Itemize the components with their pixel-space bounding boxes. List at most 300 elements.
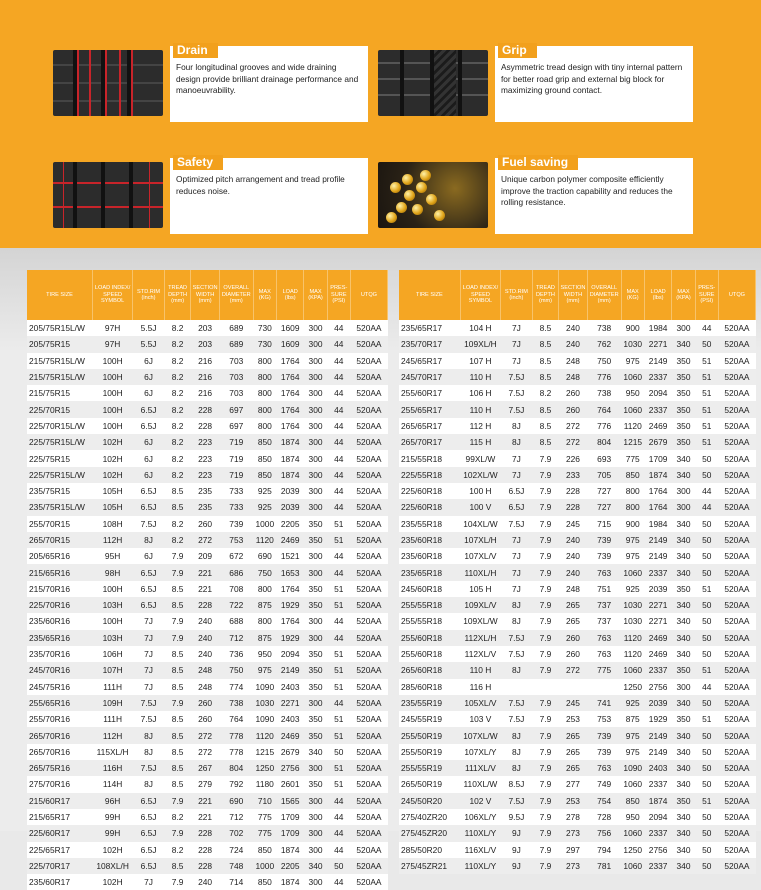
table-cell: 1609: [276, 320, 303, 336]
table-cell: 7.9: [532, 825, 558, 841]
table-cell: 520AA: [350, 858, 387, 874]
table-cell: 225/75R15L/W: [27, 434, 93, 450]
table-cell: 975: [253, 662, 276, 678]
table-cell: 2039: [644, 695, 672, 711]
table-cell: 764: [219, 711, 253, 727]
table-cell: 233: [559, 467, 588, 483]
table-cell: 520AA: [718, 630, 755, 646]
table-cell: 300: [304, 548, 327, 564]
table-row: [399, 581, 756, 597]
table-cell: 215/70R16: [27, 581, 93, 597]
table-cell: 265: [559, 727, 588, 743]
table-cell: 774: [219, 679, 253, 695]
header-row: [399, 270, 756, 320]
table-cell: 1060: [621, 401, 644, 417]
table-cell: 520AA: [718, 613, 755, 629]
table-cell: 102H: [93, 874, 133, 890]
table-cell: 1874: [644, 467, 672, 483]
table-cell: 340: [304, 858, 327, 874]
table-cell: 719: [219, 467, 253, 483]
table-cell: 1764: [276, 581, 303, 597]
table-cell: 50: [695, 646, 718, 662]
table-cell: 102H: [93, 434, 133, 450]
table-cell: 520AA: [350, 646, 387, 662]
table-cell: 279: [191, 776, 220, 792]
table-row: [27, 548, 388, 564]
table-cell: 260: [559, 401, 588, 417]
column-header: LOAD INDEX/ SPEED SYMBOL: [93, 270, 133, 320]
table-cell: 103H: [93, 630, 133, 646]
table-cell: 215/60R17: [27, 793, 93, 809]
table-cell: 804: [587, 434, 621, 450]
table-cell: 925: [621, 695, 644, 711]
table-cell: 7J: [133, 630, 165, 646]
table-cell: 273: [559, 825, 588, 841]
table-cell: 9.5J: [501, 809, 533, 825]
table-cell: 741: [587, 695, 621, 711]
table-cell: 750: [587, 353, 621, 369]
table-cell: 520AA: [350, 516, 387, 532]
table-cell: 2205: [276, 516, 303, 532]
table-cell: 1609: [276, 336, 303, 352]
table-cell: 350: [672, 793, 695, 809]
table-cell: 235: [191, 499, 220, 515]
table-row: [27, 516, 388, 532]
table-cell: 724: [219, 842, 253, 858]
table-cell: 6J: [133, 369, 165, 385]
table-row: [399, 369, 756, 385]
table-cell: 50: [695, 744, 718, 760]
column-header: SECTION WIDTH (mm): [559, 270, 588, 320]
table-cell: 520AA: [350, 483, 387, 499]
table-cell: 2469: [644, 630, 672, 646]
spec-table-right: [399, 270, 756, 874]
table-cell: 50: [695, 842, 718, 858]
column-header: UTQG: [718, 270, 755, 320]
table-cell: 719: [219, 450, 253, 466]
table-cell: 6J: [133, 353, 165, 369]
table-cell: 8.2: [164, 532, 190, 548]
table-row: [27, 776, 388, 792]
table-cell: 107XL/Y: [460, 744, 500, 760]
table-cell: 225/70R17: [27, 858, 93, 874]
table-cell: 2337: [644, 564, 672, 580]
table-cell: 1874: [644, 793, 672, 809]
table-cell: 112XL/V: [460, 646, 500, 662]
table-cell: 102XL/W: [460, 467, 500, 483]
table-cell: 50: [695, 532, 718, 548]
table-cell: 2469: [276, 532, 303, 548]
table-cell: 110XL/Y: [460, 858, 500, 874]
table-cell: 712: [219, 630, 253, 646]
table-cell: 105 H: [460, 581, 500, 597]
table-cell: 300: [304, 483, 327, 499]
table-cell: 255/65R17: [399, 401, 460, 417]
table-cell: 235/60R17: [27, 874, 93, 890]
table-cell: 44: [327, 809, 350, 825]
table-cell: 900: [621, 516, 644, 532]
table-cell: 2271: [276, 695, 303, 711]
table-cell: 350: [304, 679, 327, 695]
table-cell: 267: [191, 760, 220, 776]
table-row: [27, 662, 388, 678]
table-row: [399, 516, 756, 532]
table-cell: 350: [304, 776, 327, 792]
table-cell: 300: [304, 564, 327, 580]
table-cell: 781: [587, 858, 621, 874]
table-cell: 102 V: [460, 793, 500, 809]
tread-red-grooves-image: [53, 50, 163, 116]
table-cell: 300: [304, 336, 327, 352]
table-cell: 265: [559, 597, 588, 613]
table-cell: 300: [304, 613, 327, 629]
table-cell: 690: [219, 793, 253, 809]
table-cell: 350: [304, 581, 327, 597]
table-cell: 800: [253, 418, 276, 434]
table-cell: 7.9: [532, 711, 558, 727]
table-cell: 1060: [621, 369, 644, 385]
table-cell: 245/65R17: [399, 353, 460, 369]
table-cell: 850: [253, 842, 276, 858]
table-cell: 235/55R19: [399, 695, 460, 711]
table-cell: 6.5J: [133, 581, 165, 597]
table-cell: 340: [672, 532, 695, 548]
table-cell: 265/70R16: [27, 744, 93, 760]
table-cell: 225/60R18: [399, 499, 460, 515]
table-cell: 285/50R20: [399, 842, 460, 858]
table-cell: 106H: [93, 646, 133, 662]
table-cell: 800: [253, 401, 276, 417]
table-cell: [501, 679, 533, 695]
table-cell: 7.9: [532, 581, 558, 597]
table-cell: 221: [191, 809, 220, 825]
table-cell: 7.5J: [501, 646, 533, 662]
table-cell: 6.5J: [133, 499, 165, 515]
table-cell: 51: [327, 646, 350, 662]
table-cell: 51: [327, 581, 350, 597]
table-cell: 727: [587, 483, 621, 499]
table-cell: 715: [587, 516, 621, 532]
table-cell: 7.9: [164, 695, 190, 711]
table-cell: 520AA: [350, 499, 387, 515]
table-cell: 1709: [276, 809, 303, 825]
table-cell: 8.5: [164, 760, 190, 776]
column-header: PRES- SURE (PSI): [327, 270, 350, 320]
table-cell: 804: [219, 760, 253, 776]
table-cell: 8J: [501, 727, 533, 743]
table-row: [399, 711, 756, 727]
table-cell: 750: [219, 662, 253, 678]
table-cell: 350: [304, 711, 327, 727]
table-cell: 1215: [621, 434, 644, 450]
table-cell: 255/55R18: [399, 597, 460, 613]
column-header: PRES- SURE (PSI): [695, 270, 718, 320]
table-cell: 1215: [253, 744, 276, 760]
table-cell: 106XL/Y: [460, 809, 500, 825]
table-cell: 794: [587, 842, 621, 858]
table-cell: 775: [621, 450, 644, 466]
table-cell: 44: [327, 842, 350, 858]
table-cell: 255/60R18: [399, 646, 460, 662]
table-cell: 99H: [93, 809, 133, 825]
table-cell: 350: [304, 646, 327, 662]
table-cell: 975: [621, 353, 644, 369]
table-cell: 265/75R16: [27, 760, 93, 776]
table-cell: 1764: [644, 483, 672, 499]
table-cell: 225/75R15: [27, 450, 93, 466]
table-cell: 738: [219, 695, 253, 711]
table-cell: 240: [559, 336, 588, 352]
table-cell: 6.5J: [133, 597, 165, 613]
table-cell: 8.5: [532, 336, 558, 352]
table-cell: 203: [191, 336, 220, 352]
table-cell: 116XL/V: [460, 842, 500, 858]
table-cell: 50: [695, 809, 718, 825]
table-cell: 8.2: [164, 353, 190, 369]
table-cell: 737: [587, 613, 621, 629]
table-cell: 8.2: [164, 467, 190, 483]
table-cell: 228: [559, 483, 588, 499]
table-row: [399, 760, 756, 776]
table-cell: 7.5J: [501, 369, 533, 385]
table-cell: 44: [327, 483, 350, 499]
table-cell: 265/70R15: [27, 532, 93, 548]
table-cell: 44: [327, 630, 350, 646]
table-cell: 763: [587, 646, 621, 662]
table-cell: 6J: [133, 467, 165, 483]
column-header: UTQG: [350, 270, 387, 320]
table-cell: 100H: [93, 418, 133, 434]
table-cell: 300: [672, 483, 695, 499]
table-cell: 215/65R17: [27, 809, 93, 825]
table-cell: 950: [621, 809, 644, 825]
table-cell: 300: [304, 499, 327, 515]
table-cell: 1874: [276, 874, 303, 890]
table-cell: 7.9: [164, 825, 190, 841]
table-cell: 225/70R15: [27, 401, 93, 417]
column-header: SECTION WIDTH (mm): [191, 270, 220, 320]
table-cell: 520AA: [350, 613, 387, 629]
table-cell: 51: [327, 711, 350, 727]
table-cell: 6.5J: [133, 842, 165, 858]
table-cell: 248: [559, 353, 588, 369]
column-header: STD.RIM (inch): [133, 270, 165, 320]
table-cell: 850: [253, 450, 276, 466]
table-cell: 8.2: [164, 450, 190, 466]
table-cell: 520AA: [350, 385, 387, 401]
table-cell: 272: [559, 418, 588, 434]
column-header: MAX (KPA): [672, 270, 695, 320]
table-cell: 775: [253, 825, 276, 841]
table-cell: 100 H: [460, 483, 500, 499]
table-cell: 115XL/H: [93, 744, 133, 760]
table-cell: 50: [327, 744, 350, 760]
feature-safety: [53, 152, 369, 234]
table-cell: 8.5: [164, 679, 190, 695]
column-header: OVERALL DIAMETER (mm): [587, 270, 621, 320]
table-cell: 340: [672, 858, 695, 874]
table-cell: 7.9: [532, 548, 558, 564]
feature-drain-desc: Four longitudinal grooves and wide draining design provide brilliant drainage performance and manoeuvrability.: [176, 62, 359, 95]
table-cell: 51: [695, 401, 718, 417]
table-cell: 111H: [93, 679, 133, 695]
table-cell: 2149: [644, 353, 672, 369]
table-cell: 950: [253, 646, 276, 662]
table-cell: 240: [559, 564, 588, 580]
table-cell: 235/75R15: [27, 483, 93, 499]
table-cell: 235/70R16: [27, 646, 93, 662]
table-cell: 7.9: [164, 793, 190, 809]
table-cell: 520AA: [350, 776, 387, 792]
table-cell: 235/60R18: [399, 548, 460, 564]
table-cell: 753: [587, 711, 621, 727]
table-cell: 7J: [501, 320, 533, 336]
feature-safety-card: [170, 155, 368, 234]
table-cell: 108XL/H: [93, 858, 133, 874]
table-cell: 2271: [644, 336, 672, 352]
table-cell: 7.9: [164, 548, 190, 564]
table-cell: 216: [191, 369, 220, 385]
table-cell: 8.5: [532, 369, 558, 385]
table-cell: 340: [672, 646, 695, 662]
table-cell: 520AA: [350, 695, 387, 711]
table-cell: 763: [587, 760, 621, 776]
table-cell: 205/75R15: [27, 336, 93, 352]
table-cell: 245/55R19: [399, 711, 460, 727]
table-cell: 100H: [93, 581, 133, 597]
table-cell: 44: [327, 793, 350, 809]
table-cell: 51: [695, 662, 718, 678]
table-cell: 215/75R15L/W: [27, 369, 93, 385]
table-cell: 8J: [133, 727, 165, 743]
table-cell: 730: [253, 336, 276, 352]
table-cell: 350: [304, 727, 327, 743]
table-cell: 727: [587, 499, 621, 515]
column-header: MAX (KG): [253, 270, 276, 320]
table-cell: 739: [219, 516, 253, 532]
table-cell: 688: [219, 613, 253, 629]
table-cell: 7.9: [164, 630, 190, 646]
table-cell: 255/60R18: [399, 630, 460, 646]
table-cell: 8.2: [532, 385, 558, 401]
table-cell: 100H: [93, 385, 133, 401]
feature-fuel-title: Fuel saving: [498, 155, 578, 170]
table-cell: 109H: [93, 695, 133, 711]
table-cell: 248: [559, 581, 588, 597]
table-row: [27, 760, 388, 776]
table-cell: 215/65R16: [27, 564, 93, 580]
table-cell: 8.5: [164, 646, 190, 662]
table-cell: 763: [587, 630, 621, 646]
table-cell: 240: [191, 646, 220, 662]
table-cell: 1764: [276, 418, 303, 434]
table-row: [399, 434, 756, 450]
table-cell: 350: [672, 662, 695, 678]
table-row: [27, 793, 388, 809]
table-cell: 245/50R20: [399, 793, 460, 809]
table-cell: 50: [695, 564, 718, 580]
table-cell: 105H: [93, 483, 133, 499]
table-cell: 8.5: [164, 581, 190, 597]
table-cell: 875: [253, 597, 276, 613]
table-cell: 1120: [253, 727, 276, 743]
table-cell: 44: [327, 499, 350, 515]
table-cell: 800: [621, 499, 644, 515]
table-cell: 8.2: [164, 336, 190, 352]
table-cell: 520AA: [718, 401, 755, 417]
table-cell: 2469: [276, 727, 303, 743]
table-cell: 2271: [644, 613, 672, 629]
table-cell: 7J: [501, 450, 533, 466]
table-cell: 7.9: [532, 564, 558, 580]
table-cell: 8J: [501, 744, 533, 760]
table-cell: 7.5J: [501, 695, 533, 711]
table-cell: 51: [695, 369, 718, 385]
table-cell: 51: [327, 532, 350, 548]
table-cell: 8J: [501, 597, 533, 613]
table-cell: 7.5J: [501, 711, 533, 727]
table-cell: 51: [327, 516, 350, 532]
table-cell: 51: [695, 434, 718, 450]
table-cell: 100H: [93, 369, 133, 385]
table-cell: 520AA: [718, 532, 755, 548]
table-row: [27, 564, 388, 580]
table-cell: 2039: [644, 581, 672, 597]
table-cell: 7.9: [164, 874, 190, 890]
table-cell: 6.5J: [133, 483, 165, 499]
table-cell: 226: [559, 450, 588, 466]
table-cell: 44: [327, 320, 350, 336]
table-cell: 265/70R16: [27, 727, 93, 743]
table-cell: [532, 679, 558, 695]
table-cell: 5.5J: [133, 320, 165, 336]
table-cell: 7.5J: [133, 695, 165, 711]
table-cell: 8.2: [164, 320, 190, 336]
table-cell: 100H: [93, 613, 133, 629]
table-cell: 228: [191, 597, 220, 613]
table-cell: 248: [559, 369, 588, 385]
table-cell: 340: [304, 744, 327, 760]
table-cell: 520AA: [718, 842, 755, 858]
table-cell: 7J: [501, 336, 533, 352]
table-cell: 350: [304, 662, 327, 678]
table-cell: 278: [559, 809, 588, 825]
table-row: [27, 858, 388, 874]
table-cell: 340: [672, 760, 695, 776]
table-cell: 520AA: [718, 809, 755, 825]
table-cell: 350: [672, 353, 695, 369]
table-cell: 9J: [501, 842, 533, 858]
table-cell: 272: [559, 662, 588, 678]
table-cell: 51: [695, 711, 718, 727]
table-cell: 728: [587, 809, 621, 825]
table-cell: 1874: [276, 467, 303, 483]
table-cell: 260: [559, 630, 588, 646]
table-cell: 300: [304, 353, 327, 369]
table-cell: 6J: [133, 548, 165, 564]
table-cell: 7.9: [532, 858, 558, 874]
table-cell: 8.5: [164, 776, 190, 792]
table-row: [399, 776, 756, 792]
feature-drain-card: [170, 43, 368, 122]
table-row: [27, 450, 388, 466]
table-cell: 44: [327, 418, 350, 434]
table-cell: 800: [253, 369, 276, 385]
table-cell: 102H: [93, 467, 133, 483]
table-cell: 272: [191, 727, 220, 743]
column-header: MAX (KPA): [304, 270, 327, 320]
table-row: [399, 336, 756, 352]
